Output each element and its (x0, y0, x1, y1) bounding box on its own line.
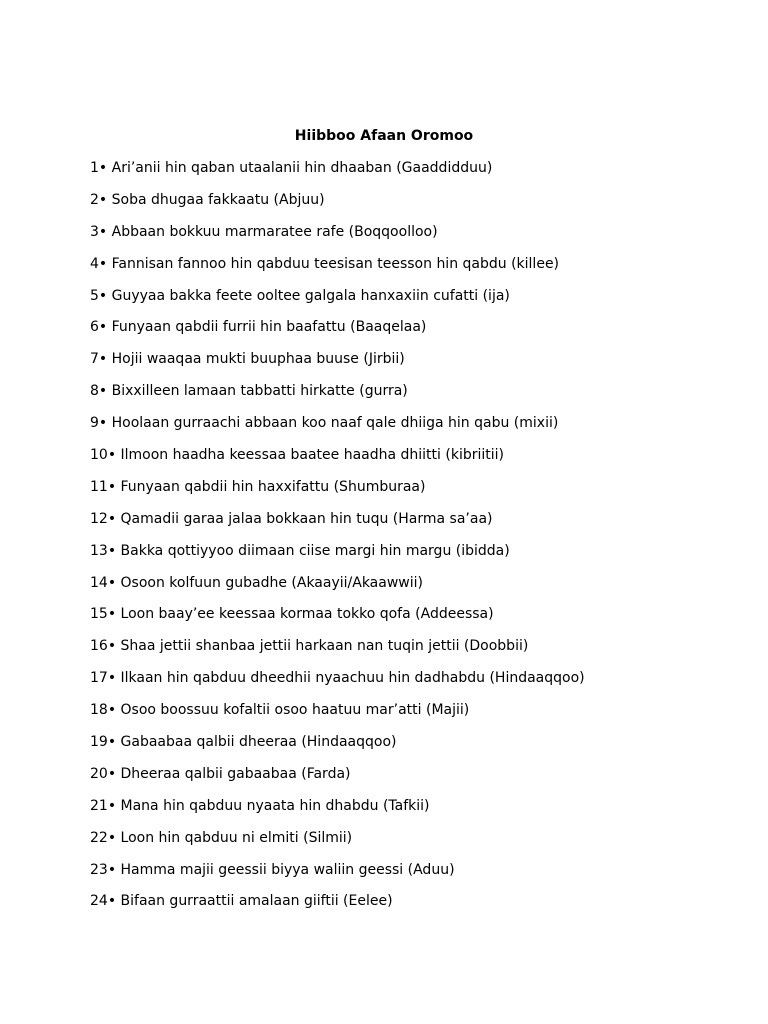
riddle-item: 11• Funyaan qabdii hin haxxifattu (Shumburaa) (90, 478, 426, 495)
riddle-item: 21• Mana hin qabduu nyaata hin dhabdu (Tafkii) (90, 797, 430, 814)
riddle-item: 6• Funyaan qabdii furrii hin baafattu (Baaqelaa) (90, 319, 427, 336)
riddle-item: 4• Fannisan fannoo hin qabduu teesisan teesson hin qabdu (killee) (90, 255, 560, 272)
riddle-item: 19• Gabaabaa qalbii dheeraa (Hindaaqqoo) (90, 734, 397, 751)
riddle-item: 14• Osoon kolfuun gubadhe (Akaayii/Akaawwii) (90, 574, 423, 591)
riddle-item: 22• Loon hin qabduu ni elmiti (Silmii) (90, 829, 353, 846)
riddle-item: 7• Hojii waaqaa mukti buuphaa buuse (Jirbii) (90, 351, 405, 368)
riddle-item: 10• Ilmoon haadha keessaa baatee haadha dhiitti (kibriitii) (90, 447, 504, 464)
riddle-item: 20• Dheeraa qalbii gabaabaa (Farda) (90, 765, 351, 782)
riddle-item: 24• Bifaan gurraattii amalaan giiftii (Eelee) (90, 893, 393, 910)
riddle-item: 23• Hamma majii geessii biyya waliin geessi (Aduu) (90, 861, 455, 878)
riddle-item: 15• Loon baay’ee keessaa kormaa tokko qofa (Addeessa) (90, 606, 494, 623)
riddle-item: 18• Osoo boossuu kofaltii osoo haatuu mar’atti (Majii) (90, 702, 470, 719)
riddle-item: 8• Bixxilleen lamaan tabbatti hirkatte (gurra) (90, 383, 408, 400)
riddle-list (90, 159, 585, 924)
riddle-item: 1• Ari’anii hin qaban utaalanii hin dhaaban (Gaaddidduu) (90, 160, 493, 176)
riddle-item: 3• Abbaan bokkuu marmaratee rafe (Boqqoolloo) (90, 223, 438, 240)
riddle-item: 9• Hoolaan gurraachi abbaan koo naaf qale dhiiga hin qabu (mixii) (90, 415, 559, 432)
riddle-item: 17• Ilkaan hin qabduu dheedhii nyaachuu hin dadhabdu (Hindaaqqoo) (90, 670, 585, 687)
riddle-item: 13• Bakka qottiyyoo diimaan ciise margi hin margu (ibidda) (90, 542, 510, 559)
riddle-item: 12• Qamadii garaa jalaa bokkaan hin tuqu (Harma sa’aa) (90, 510, 493, 527)
document-title: Hiibboo Afaan Oromoo (294, 128, 474, 144)
riddle-item: 2• Soba dhugaa fakkaatu (Abjuu) (90, 191, 325, 208)
riddle-item: 5• Guyyaa bakka feete ooltee galgala hanxaxiin cufatti (ija) (90, 287, 510, 304)
riddle-item: 16• Shaa jettii shanbaa jettii harkaan nan tuqin jettii (Doobbii) (90, 638, 529, 655)
